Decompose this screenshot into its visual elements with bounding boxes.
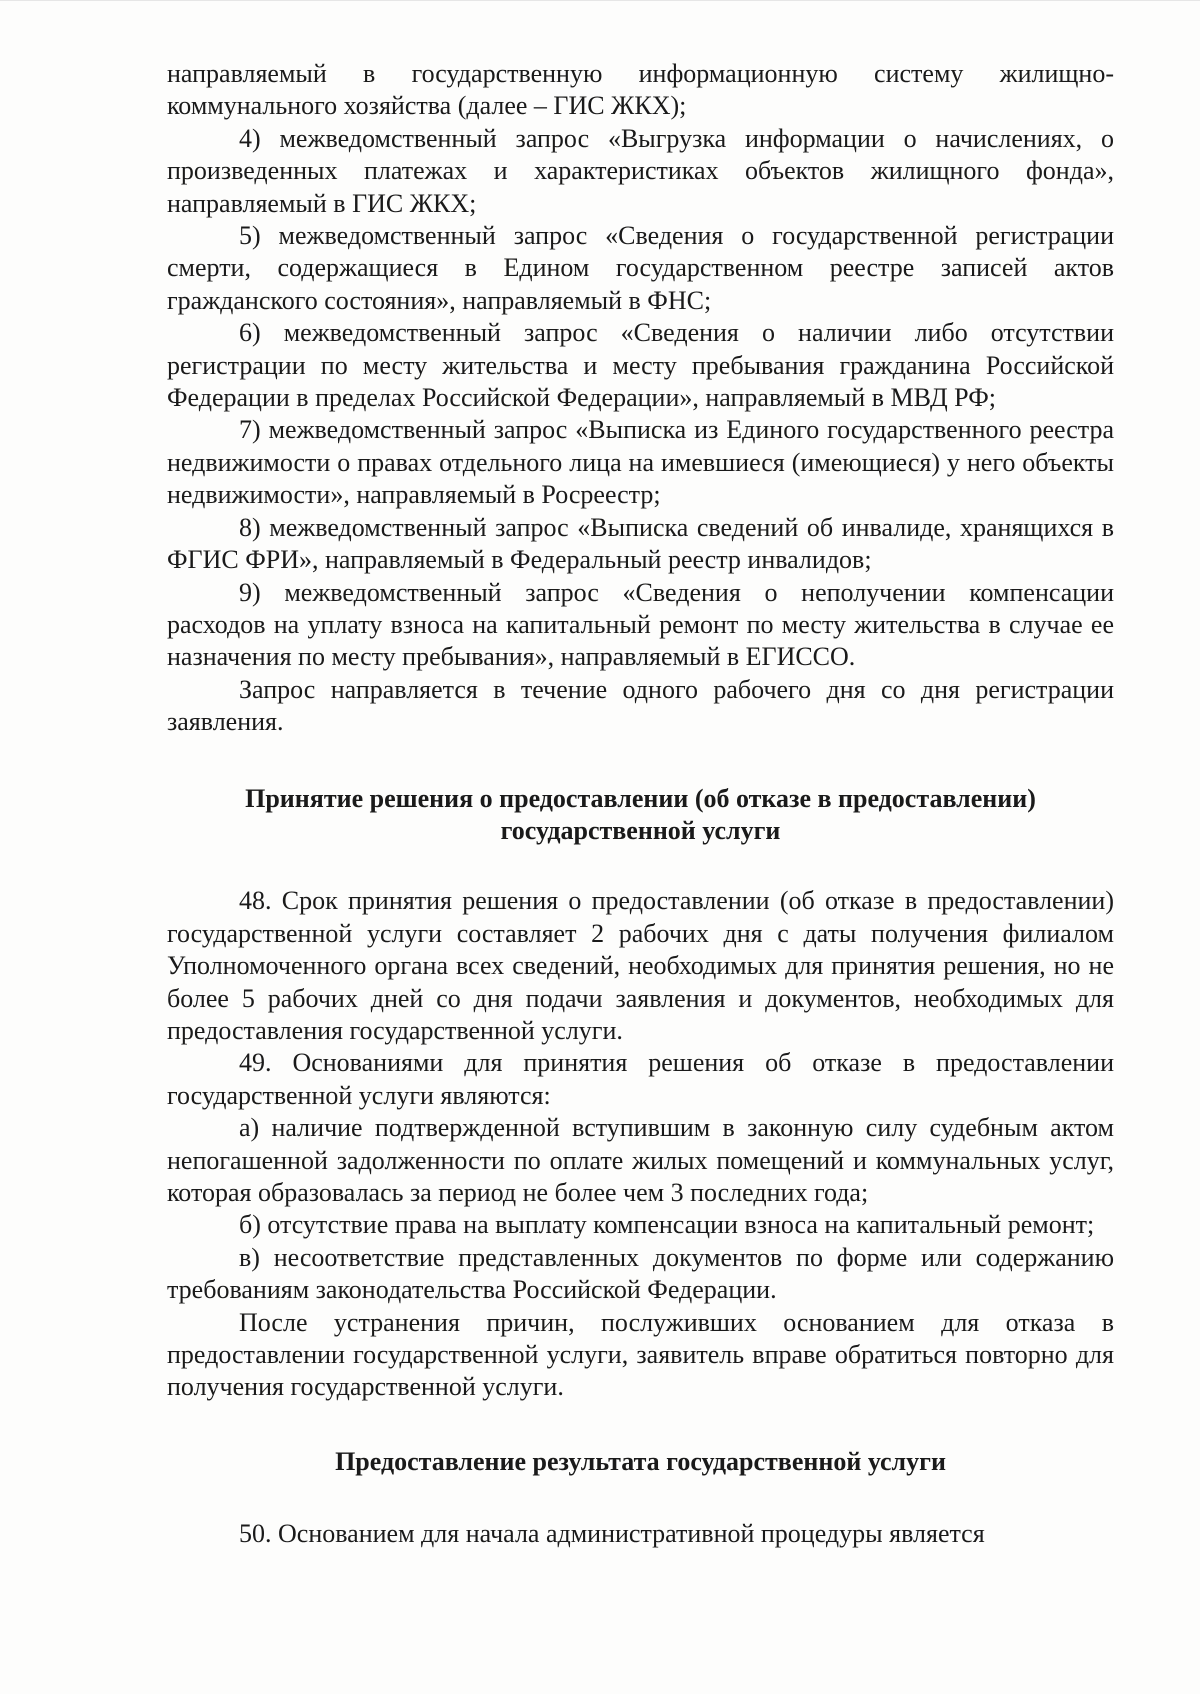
paragraph-49-a: а) наличие подтвержденной вступившим в законную силу судебным актом непогашенной задолженности по оплате жилых помещений и коммунальных услуг, которая образовалась за период не более чем 3 последних года; — [167, 1113, 1114, 1207]
document-body — [167, 58, 1114, 1551]
list-item-4: 4) межведомственный запрос «Выгрузка информации о начислениях, о произведенных платежах и характеристиках объектов жилищного фонда», направляемый в ГИС ЖКХ; — [167, 123, 1114, 218]
paragraph-50: 50. Основанием для начала административной процедуры является — [239, 1519, 985, 1549]
paragraph-after-elimination: После устранения причин, послуживших основанием для отказа в предоставлении государственной услуги, заявитель вправе обратиться повторно для получения государственной услуги. — [167, 1307, 1114, 1402]
list-item-8: 8) межведомственный запрос «Выписка сведений об инвалиде, хранящихся в ФГИС ФРИ», направляемый в Федеральный реестр инвалидов; — [167, 512, 1114, 575]
paragraph-49-v: в) несоответствие представленных документов по форме или содержанию требованиям законодательства Российской Федерации. — [167, 1242, 1114, 1305]
section-heading-decision — [167, 783, 1114, 848]
list-item-5: 5) межведомственный запрос «Сведения о государственной регистрации смерти, содержащиеся в Едином государственном реестре записей актов гражданского состояния», направляемый в ФНС; — [167, 221, 1114, 315]
paragraph-49-b: б) отсутствие права на выплату компенсации взноса на капитальный ремонт; — [239, 1210, 1095, 1240]
section-heading-decision-line2: государственной услуги — [500, 815, 781, 845]
section-heading-result: Предоставление результата государственной услуги — [335, 1446, 946, 1476]
paragraph-continuation: направляемый в государственную информационную систему жилищно-коммунального хозяйства (далее – ГИС ЖКХ); — [167, 59, 1114, 121]
paragraph-48: 48. Срок принятия решения о предоставлении (об отказе в предоставлении) государственной услуги составляет 2 рабочих дня с даты получения филиалом Уполномоченного органа всех сведений, необходимых для принятия решения, но не более 5 рабочих дней со дня подачи заявления и документов, необходимых для предоставления государственной услуги. — [167, 886, 1114, 1045]
section-heading-decision-line1: Принятие решения о предоставлении (об отказе в предоставлении) — [245, 783, 1036, 813]
paragraph-request-timing: Запрос направляется в течение одного рабочего дня со дня регистрации заявления. — [167, 674, 1114, 737]
list-item-7: 7) межведомственный запрос «Выписка из Единого государственного реестра недвижимости о правах отдельного лица на имевшиеся (имеющиеся) у него объекты недвижимости», направляемый в Росреестр; — [167, 415, 1114, 510]
scan-top-edge — [0, 0, 1200, 1]
list-item-6: 6) межведомственный запрос «Сведения о наличии либо отсутствии регистрации по месту жительства и месту пребывания гражданина Российской Федерации в пределах Российской Федерации», направляемый в МВД РФ; — [167, 318, 1114, 413]
list-item-9: 9) межведомственный запрос «Сведения о неполучении компенсации расходов на уплату взноса на капитальный ремонт по месту жительства в случае ее назначения по месту пребывания», направляемый в ЕГИССО. — [167, 577, 1114, 672]
paragraph-49: 49. Основаниями для принятия решения об отказе в предоставлении государственной услуги являются: — [167, 1048, 1114, 1110]
